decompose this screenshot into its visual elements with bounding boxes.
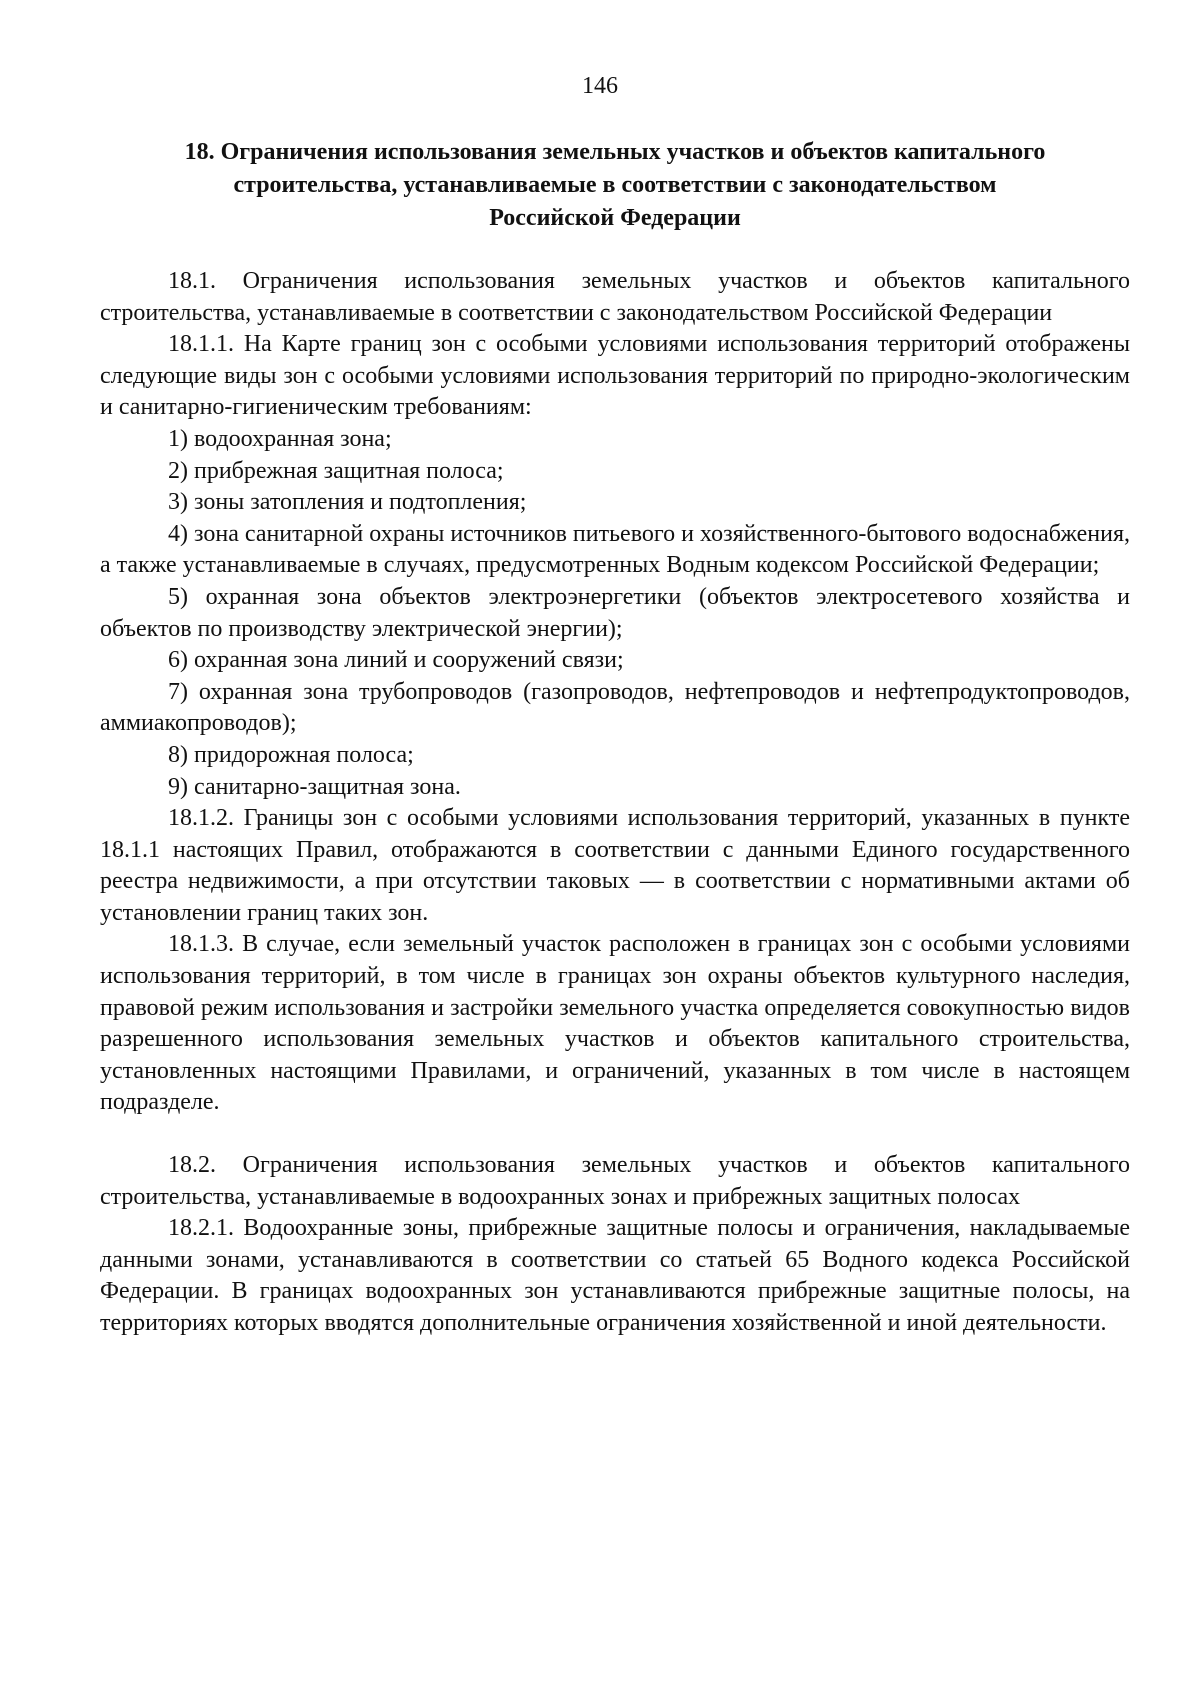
list-item: 1) водоохранная зона; — [168, 425, 392, 452]
list-item: 3) зоны затопления и подтопления; — [168, 489, 527, 516]
list-item: 8) придорожная полоса; — [168, 741, 414, 768]
paragraph-18-1-2: 18.1.2. Границы зон с особыми условиями использования территорий, указанных в пункте 18.1.1 настоящих Правил, отображаются в соответствии с данными Единого государственного реестра недвижимости, а при отсутствии таковых — в соответствии с нормативными актами об установлении границ таких зон. — [100, 805, 1130, 926]
section-heading — [100, 136, 1130, 235]
paragraph-18-2-1: 18.2.1. Водоохранные зоны, прибрежные защитные полосы и ограничения, накладываемые данными зонами, устанавливаются в соответствии со статьей 65 Водного кодекса Российской Федерации. В границах водоохранных зон устанавливаются прибрежные защитные полосы, на территориях которых вводятся дополнительные ограничения хозяйственной и иной деятельности. — [100, 1215, 1130, 1336]
subsection-title-18-2: 18.2. Ограничения использования земельных участков и объектов капитального строительства, устанавливаемые в водоохранных зонах и прибрежных защитных полосах — [100, 1152, 1130, 1210]
list-item: 6) охранная зона линий и сооружений связи; — [168, 647, 624, 674]
page-number: 146 — [582, 73, 618, 99]
list-item: 5) охранная зона объектов электроэнергетики (объектов электросетевого хозяйства и объектов по производству электрической энергии); — [100, 583, 1130, 642]
section-heading-line: 18. Ограничения использования земельных участков и объектов капитального — [184, 139, 1046, 165]
list-item: 2) прибрежная защитная полоса; — [168, 457, 504, 484]
paragraph-18-1-1: 18.1.1. На Карте границ зон с особыми условиями использования территорий отображены следующие виды зон с особыми условиями использования территорий по природно-экологическим и санитарно-гигиеническим требованиям: — [100, 331, 1130, 421]
paragraph-spacer — [100, 1119, 1130, 1150]
list-item: 9) санитарно-защитная зона. — [168, 773, 461, 800]
paragraph-18-1-3: 18.1.3. В случае, если земельный участок расположен в границах зон с особыми условиями использования территорий, в том числе в границах зон охраны объектов культурного наследия, правовой режим использования и застройки земельного участка определяется совокупностью видов разрешенного использования земельных участков и объектов капитального строительства, установленных настоящими Правилами, и ограничений, указанных в том числе в настоящем подразделе. — [100, 931, 1130, 1116]
subsection-title-18-1: 18.1. Ограничения использования земельных участков и объектов капитального строительства, устанавливаемые в соответствии с законодательством Российской Федерации — [100, 268, 1130, 326]
list-item: 4) зона санитарной охраны источников питьевого и хозяйственного-бытового водоснабжения, а также устанавливаемые в случаях, предусмотренных Водным кодексом Российской Федерации; — [100, 520, 1130, 579]
section-heading-line: Российской Федерации — [489, 205, 741, 231]
body-text — [100, 266, 1130, 1340]
section-heading-line: строительства, устанавливаемые в соответствии с законодательством — [233, 172, 997, 198]
list-item: 7) охранная зона трубопроводов (газопроводов, нефтепроводов и нефтепродуктопроводов, аммиакопроводов); — [100, 678, 1130, 737]
